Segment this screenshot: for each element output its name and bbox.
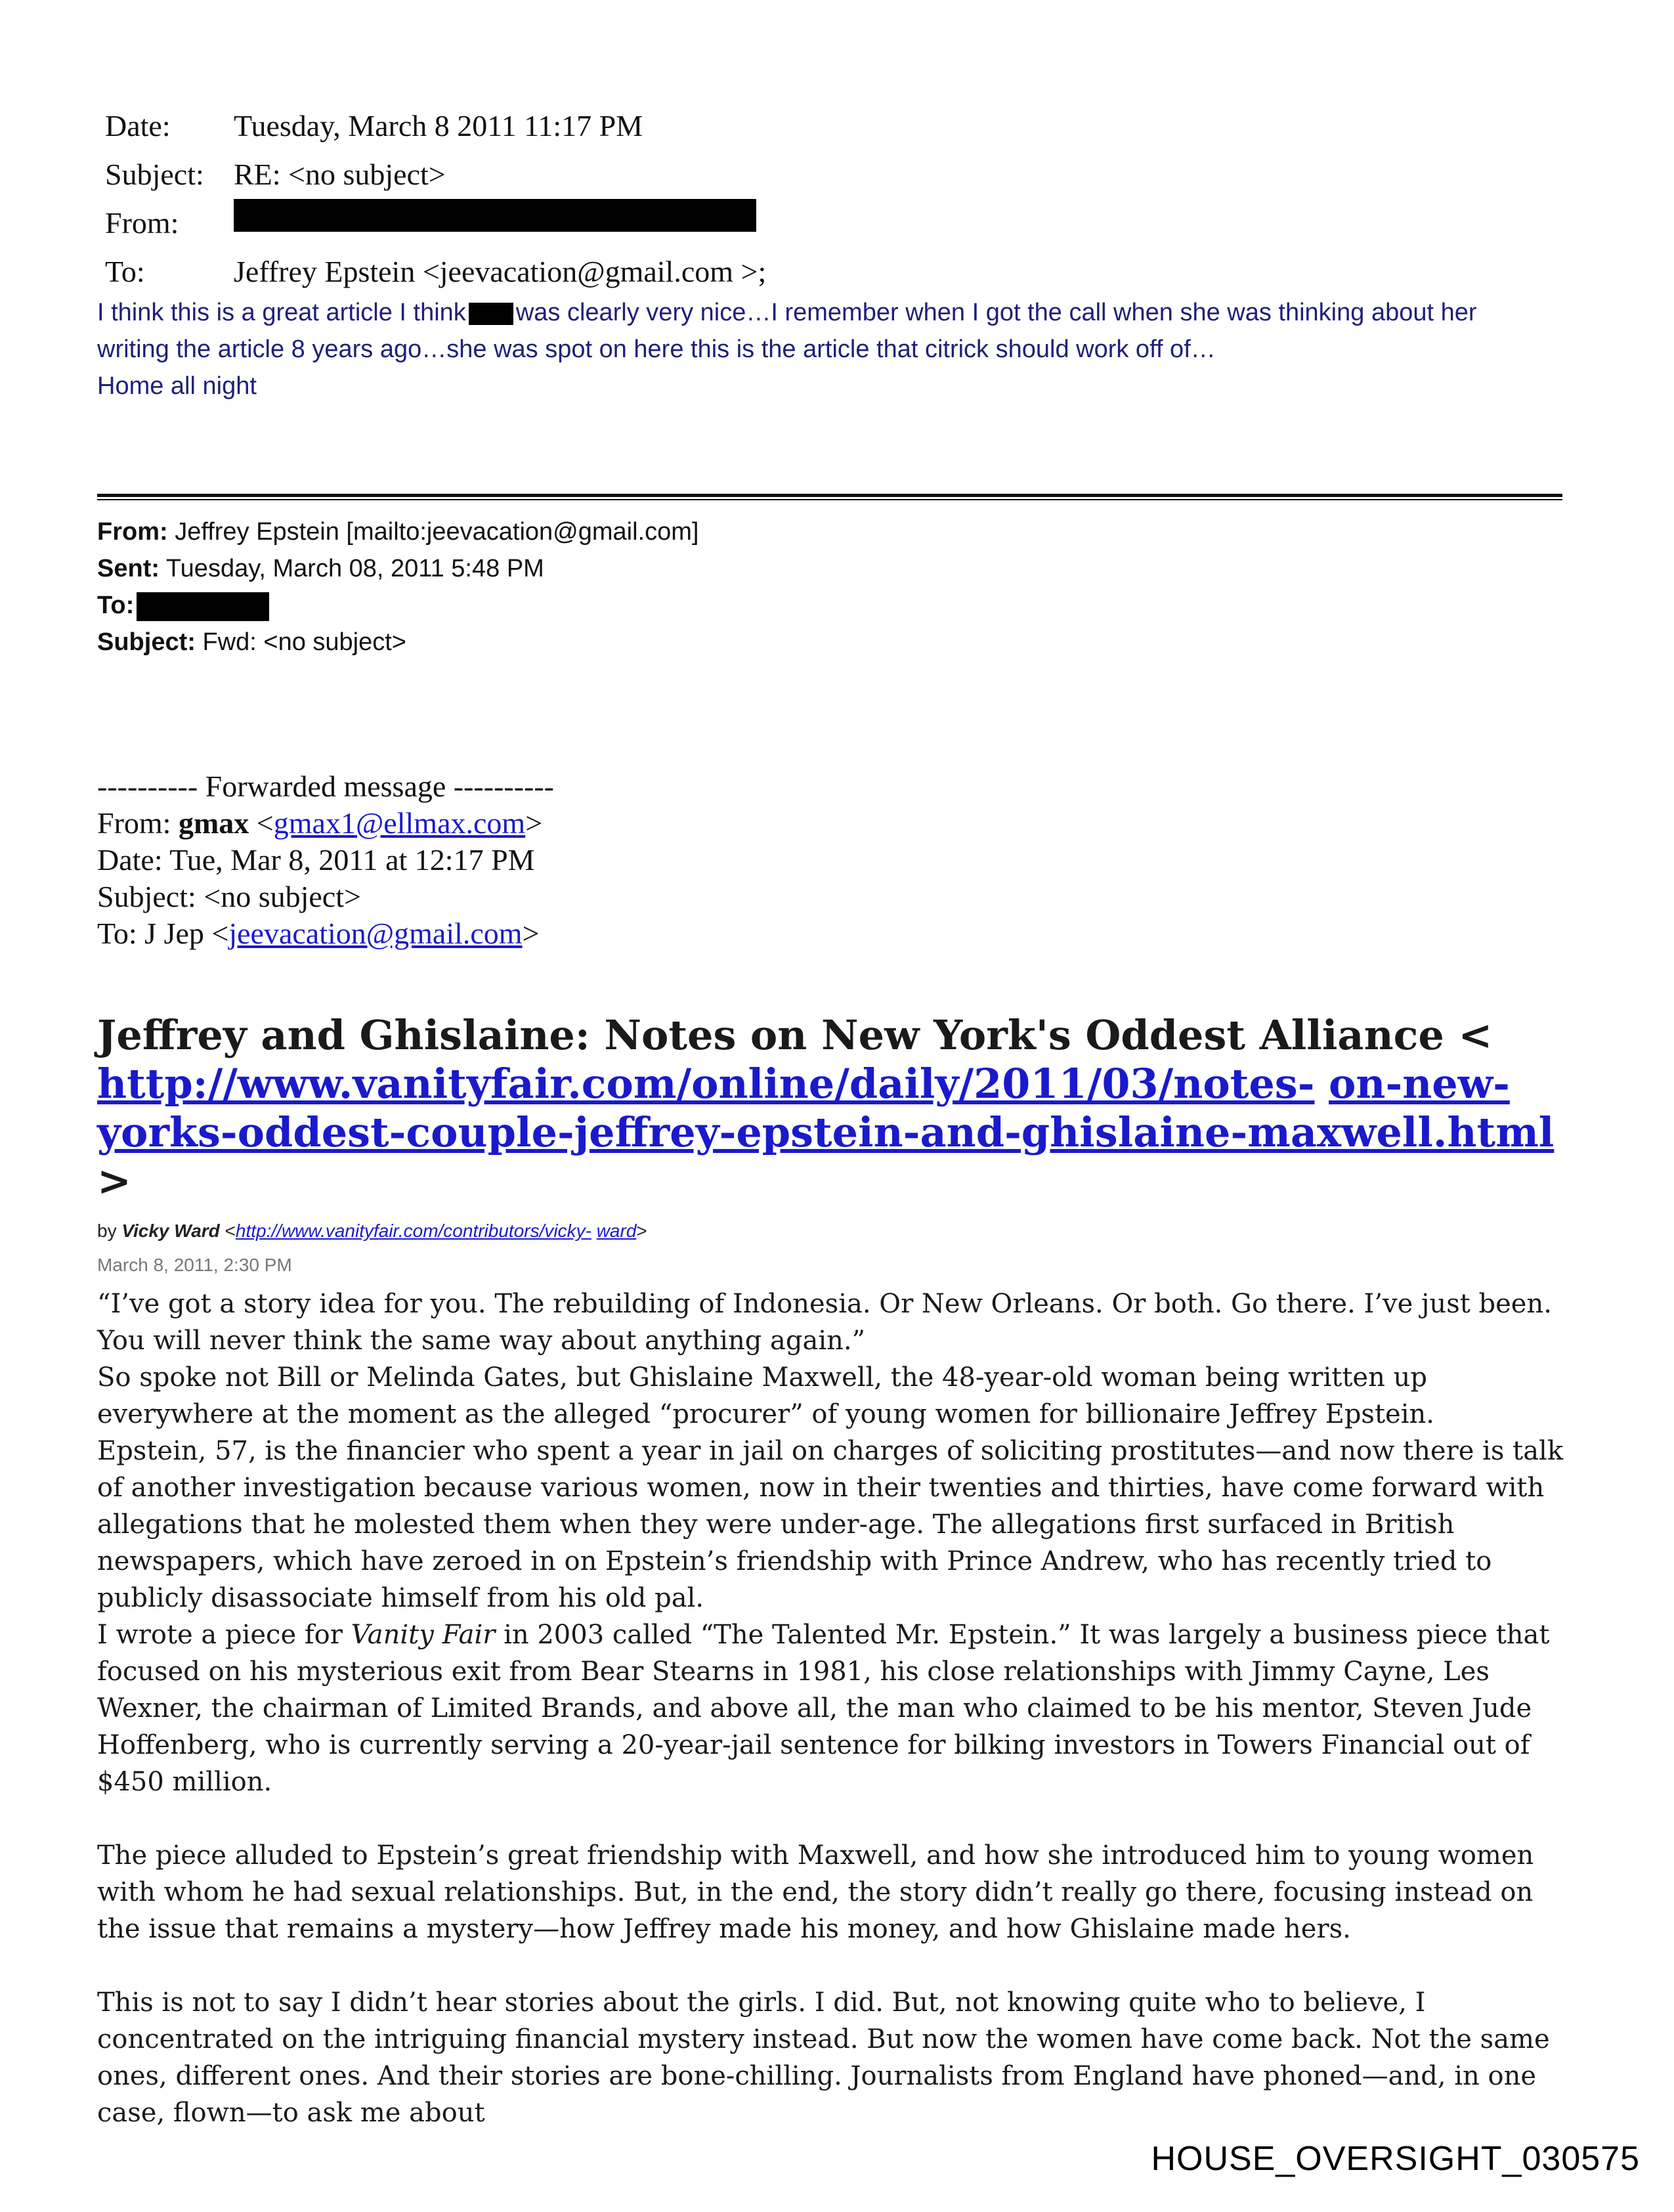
header-subject-row (105, 150, 766, 199)
reply-line-2: writing the article 8 years ago…she was spot on here this is the article that citrick should work off of… (97, 336, 1216, 363)
article-paragraph-3: Epstein, 57, is the financier who spent a year in jail on charges of soliciting prostitutes—and now there is talk of another investigation because various women, now in their twenties and thirties, have come forward with allegations that he molested them when they were under-age. The allegations first surfaced in British newspapers, which have zeroed in on Epstein’s friendship with Prince Andrew, who has recently tried to publicly disassociate himself from his old pal. (97, 1436, 1564, 1613)
date-value: Tuesday, March 8 2011 11:17 PM (234, 109, 643, 142)
article-url-link-b[interactable]: on-new- (1329, 1060, 1510, 1108)
p4-part-a: I wrote a piece for (97, 1620, 351, 1650)
orig-subject-row (97, 624, 698, 661)
publication-name: Vanity Fair (351, 1620, 496, 1650)
orig-to-label: To: (97, 592, 135, 619)
fwd-from-row: From: gmax <gmax1@ellmax.com> (97, 806, 543, 840)
bates-number: HOUSE_OVERSIGHT_030575 (1151, 2140, 1640, 2178)
to-label: To: (105, 255, 145, 288)
article-title-text: Jeffrey and Ghislaine: Notes on New York's Oddest Alliance < (97, 1011, 1493, 1059)
article-title (97, 1011, 1581, 1205)
orig-from-row (97, 513, 698, 550)
date-label: Date: (105, 109, 171, 142)
fwd-from-email-link[interactable]: gmax1@ellmax.com (273, 806, 526, 840)
fwd-from-prefix: From: (97, 806, 179, 840)
article-url-line-2 (97, 1108, 1581, 1157)
orig-subject-label: Subject: (97, 628, 196, 656)
fwd-from-name: gmax (178, 806, 249, 840)
p4-part-b: in 2003 called “The Talented Mr. Epstein.” It was largely a business piece that focused on his mysterious exit from Bear Stearns in 1981, his close relationships with Jimmy Cayne, Les Wexner, the chairman of Limited Brands, and above all, the man who claimed to be his mentor, Steven Jude Hoffenberg, who is currently serving a 20-year-jail sentence for bilking investors in Towers Financial out of $450 million. (97, 1620, 1550, 1797)
article-paragraph-1: “I’ve got a story idea for you. The rebuilding of Indonesia. Or New Orleans. Or both. Go there. I’ve just been. You will never think the same way about anything again.” (97, 1289, 1552, 1356)
orig-sent-value: Tuesday, March 08, 2011 5:48 PM (165, 555, 544, 582)
subject-value: RE: <no subject> (234, 158, 446, 191)
header-from-row (105, 199, 766, 248)
fwd-subject-row: Subject: <no subject> (97, 880, 361, 913)
article-title-close: > (97, 1157, 131, 1205)
orig-sent-row (97, 550, 698, 587)
forwarded-banner: ---------- Forwarded message ---------- (97, 770, 554, 803)
orig-from-label: From: (97, 518, 168, 546)
article-url-link-c[interactable]: yorks-oddest-couple-jeffrey-epstein-and-ghislaine-maxwell.html (97, 1108, 1555, 1156)
article-paragraph-5: The piece alluded to Epstein’s great friendship with Maxwell, and how she introduced him to young women with whom he had sexual relationships. But, in the end, the story didn’t really go there, focusing instead on the issue that remains a mystery—how Jeffrey made his money, and how Ghislaine made hers. (97, 1840, 1534, 1944)
subject-label: Subject: (105, 158, 204, 191)
orig-sent-label: Sent: (97, 555, 160, 582)
reply-message (97, 294, 1574, 404)
article-paragraph-2: So spoke not Bill or Melinda Gates, but Ghislaine Maxwell, the 48-year-old woman being written up everywhere at the moment as the alleged “procurer” of young women for billionaire Jeffrey Epstein. (97, 1362, 1434, 1429)
email-header (105, 102, 766, 296)
redaction-block (137, 592, 269, 621)
separator-rule-thin (97, 499, 1562, 500)
article-dateline: March 8, 2011, 2:30 PM (97, 1255, 292, 1275)
fwd-to-email-link[interactable]: jeevacation@gmail.com (228, 917, 523, 950)
fwd-date-row: Date: Tue, Mar 8, 2011 at 12:17 PM (97, 843, 535, 877)
forwarded-message-header (97, 768, 554, 952)
article-body (97, 1286, 1574, 2131)
article-byline: by Vicky Ward <http://www.vanityfair.com/contributors/vicky- ward> (97, 1221, 647, 1241)
header-to-row (105, 248, 766, 296)
to-value: Jeffrey Epstein <jeevacation@gmail.com >; (234, 255, 767, 288)
original-message-header (97, 513, 698, 661)
redaction-block (469, 303, 513, 325)
header-date-row (105, 102, 766, 150)
orig-subject-value: Fwd: <no subject> (202, 628, 406, 656)
fwd-to-row: To: J Jep <jeevacation@gmail.com> (97, 917, 540, 950)
byline-author: Vicky Ward (121, 1221, 220, 1241)
article-url-line-1 (97, 1060, 1581, 1108)
redaction-block (234, 199, 756, 232)
reply-line-1b: was clearly very nice…I remember when I got the call when she was thinking about her (515, 299, 1477, 326)
from-label: From: (105, 206, 179, 240)
fwd-to-prefix: To: J Jep < (97, 917, 229, 950)
article-paragraph-6: This is not to say I didn’t hear stories about the girls. I did. But, not knowing quite who to believe, I concentrated on the intriguing financial mystery instead. But now the women have come back. Not the same ones, different ones. And their stories are bone-chilling. Journalists from England have phoned—and, in one case, flown—to ask me about (97, 1987, 1550, 2128)
orig-from-value: Jeffrey Epstein [mailto:jeevacation@gmail.com] (175, 518, 699, 546)
separator-rule (97, 494, 1562, 497)
author-url-link-a[interactable]: http://www.vanityfair.com/contributors/vicky- (235, 1221, 591, 1241)
reply-line-1a: I think this is a great article I think (97, 299, 466, 326)
author-url-link-b[interactable]: ward (596, 1221, 637, 1241)
reply-line-1 (97, 294, 1574, 331)
article-url-link-a[interactable]: http://www.vanityfair.com/online/daily/2011/03/notes- (97, 1060, 1315, 1108)
orig-to-row (97, 587, 698, 624)
reply-line-3: Home all night (97, 372, 257, 400)
article-paragraph-4 (97, 1616, 1574, 1800)
byline-prefix: by (97, 1221, 117, 1241)
